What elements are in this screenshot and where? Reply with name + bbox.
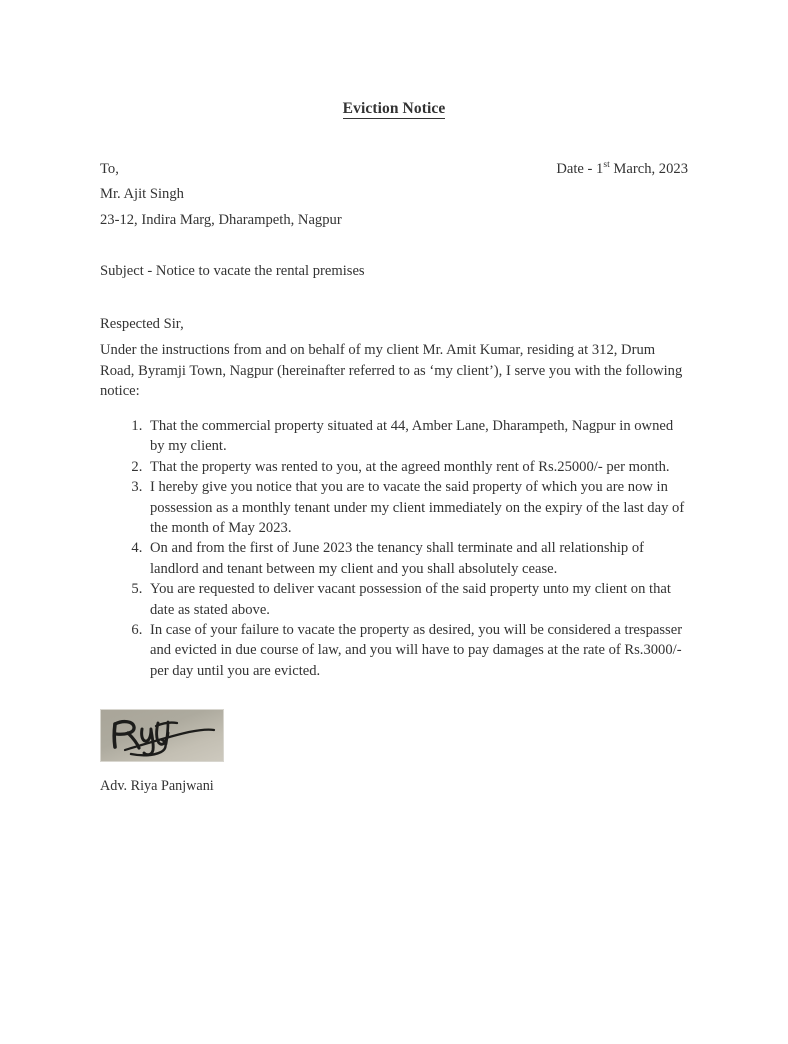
page-title (100, 100, 688, 119)
to-label: To, (100, 160, 119, 177)
list-item: 5. You are requested to deliver vacant possession of the said property unto my client on that date as stated above. (146, 579, 688, 620)
signatory-name: Adv. Riya Panjwani (100, 778, 214, 795)
recipient-name: Mr. Ajit Singh (100, 186, 184, 203)
handwritten-signature-icon (101, 710, 223, 761)
notice-list (100, 416, 688, 681)
recipient-address: 23-12, Indira Marg, Dharampeth, Nagpur (100, 211, 342, 228)
list-item: 4. On and from the first of June 2023 the tenancy shall terminate and all relationship of landlord and tenant between my client and you shall absolutely cease. (146, 538, 688, 579)
list-item: 2. That the property was rented to you, at the agreed monthly rent of Rs.25000/- per month. (146, 457, 688, 477)
intro-paragraph: Under the instructions from and on behalf of my client Mr. Amit Kumar, residing at 312, Drum Road, Byramji Town, Nagpur (hereinafter referred to as ‘my client’), I serve you with the following notice: (100, 342, 683, 399)
list-item: 1. That the commercial property situated at 44, Amber Lane, Dharampeth, Nagpur in owned by my client. (146, 416, 688, 457)
date-line (556, 157, 688, 183)
list-item: 3. I hereby give you notice that you are to vacate the said property of which you are now in possession as a monthly tenant under my client immediately on the expiry of the last day of the month of May 2023. (146, 477, 688, 538)
date-ordinal-suffix: st (603, 158, 610, 170)
date-rest: March, 2023 (609, 160, 688, 177)
signature-image (100, 709, 224, 762)
page-title-text: Eviction Notice (342, 100, 446, 117)
signature-block (100, 709, 688, 796)
salutation: Respected Sir, (100, 315, 184, 332)
recipient-and-date-row (100, 157, 688, 183)
list-item: 6. In case of your failure to vacate the property as desired, you will be considered a trespasser and evicted in due course of law, and you will have to pay damages at the rate of Rs.3000/- per day until you are evicted. (146, 620, 688, 681)
subject-line: Subject - Notice to vacate the rental premises (100, 263, 365, 280)
date-prefix: Date - 1 (556, 160, 604, 177)
document-body (100, 100, 688, 796)
